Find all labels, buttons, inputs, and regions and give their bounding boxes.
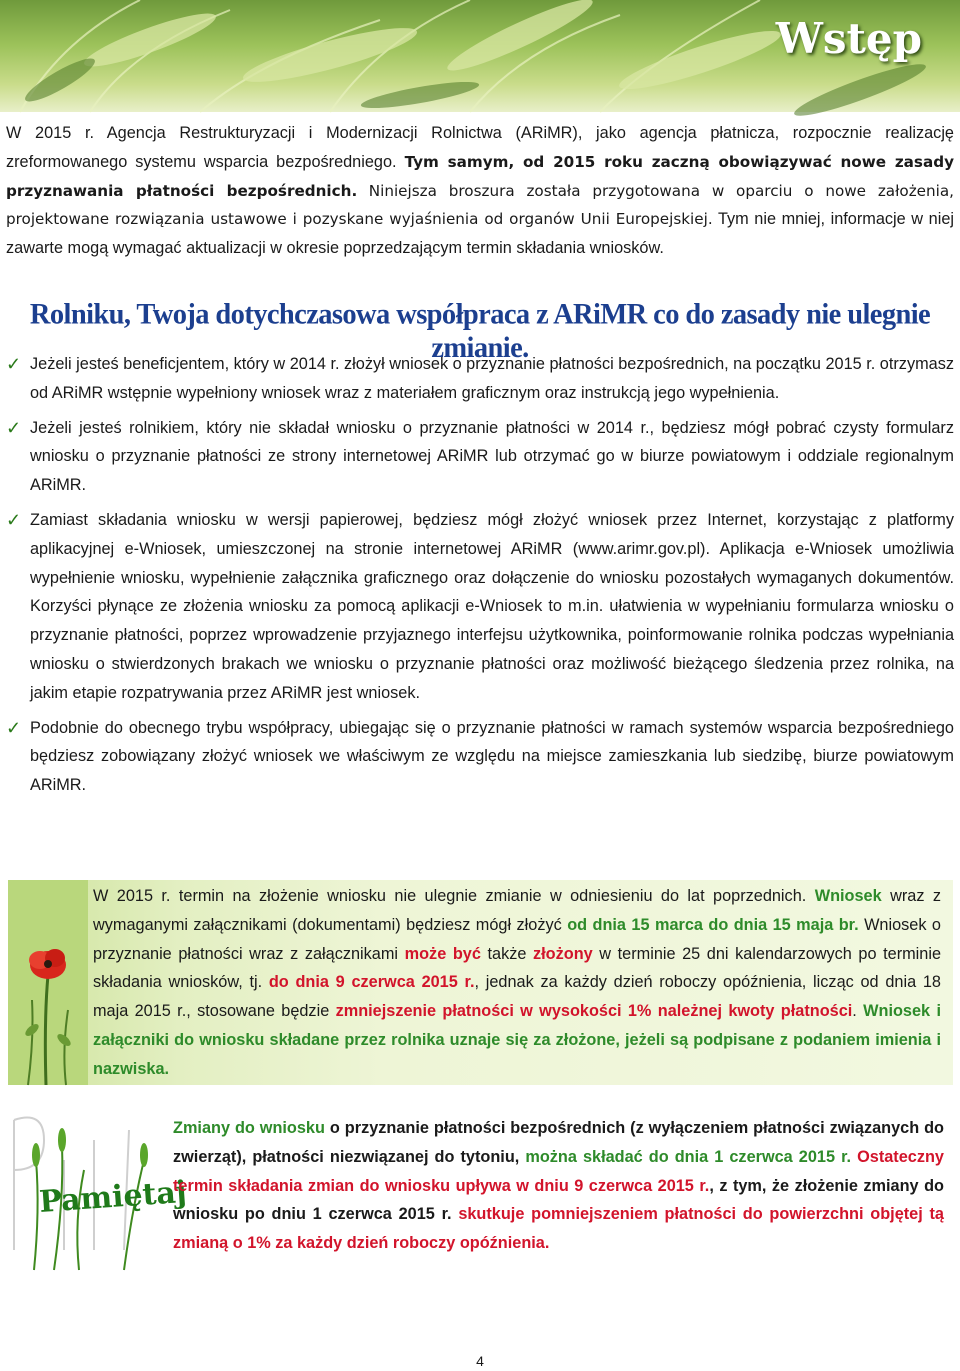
info-text-segment: W 2015 r. termin na złożenie wniosku nie ulegnie zmianie w odniesieniu do lat poprzednich. xyxy=(93,887,807,905)
info-text-segment: Wniosek o przyznanie płatności wraz z załącznikami xyxy=(93,915,941,963)
intro-paragraph xyxy=(6,119,954,263)
list-item xyxy=(6,714,954,800)
checkmark-icon: ✓ xyxy=(6,717,22,738)
remember-text-segment: Ostateczny termin składania zmian do wniosku upływa w dniu 9 czerwca 2015 r. xyxy=(173,1147,944,1195)
checkmark-icon: ✓ xyxy=(6,354,22,374)
deadline-info-box xyxy=(8,880,953,1085)
info-text-segment: , jednak za każdy dzień roboczy opóźnienia, licząc od dnia 18 maja 2015 r., stosowane będzie xyxy=(93,973,941,1021)
bullet-list xyxy=(6,350,954,806)
remember-label: Pamiętaj xyxy=(38,1174,188,1220)
remember-text-segment: o przyznanie płatności bezpośrednich (z wyłączeniem płatności związanych do zwierząt), płatności niezwiązanej do tytoniu, xyxy=(173,1119,944,1166)
info-text-segment: także xyxy=(487,944,527,963)
info-text-segment: do dnia 9 czerwca 2015 r. xyxy=(268,973,475,992)
poppy-flower-icon xyxy=(8,880,88,1085)
page-title: Wstęp xyxy=(775,14,922,63)
info-box-text xyxy=(93,882,941,1084)
intro-sentence-2: Tym samym, od 2015 roku zaczną obowiązywać nowe zasady przyznawania płatności bezpośrednich. xyxy=(6,152,954,200)
list-item xyxy=(6,506,954,708)
info-text-segment: . xyxy=(852,1002,857,1021)
slogan-heading: Rolniku, Twoja dotychczasowa współpraca z ARiMR co do zasady nie ulegnie zmianie. xyxy=(29,298,931,365)
intro-sentence-3: Niniejsza broszura została przygotowana w oparciu o nowe założenia, projektowane rozwiązania ustawowe i pozyskane wyjaśnienia od organów Unii Europejskiej. xyxy=(6,181,954,229)
list-item-text: Jeżeli jesteś beneficjentem, który w 2014 r. złożył wniosek o przyznanie płatności bezpośrednich, na początku 2015 r. otrzymasz od ARiMR wstępnie wypełniony wniosek wraz z materiałem graficznym oraz instrukcją jego wypełnienia. xyxy=(30,355,954,402)
info-text-segment: złożony xyxy=(533,944,593,963)
info-text-segment: Wniosek xyxy=(814,887,882,905)
list-item-text: Zamiast składania wniosku w wersji papierowej, będziesz mógł złożyć wniosek przez Internet, korzystając z platformy aplikacyjnej e-Wniosek, umieszczonej na stronie internetowej ARiMR (www.arimr.gov.pl). Aplikacja e-Wniosek umożliwia wypełnienie wniosku, wypełnienie załącznika graficznego oraz dołączenie do wniosku pozostałych wymaganych dokumentów. Korzyści płynące ze złożenia wniosku za pomocą aplikacji e-Wniosek to m.in. ułatwienia w wypełnianiu formularza wniosku o przyznanie płatności, poprzez wprowadzenie przyjaznego interfejsu użytkownika, poinformowanie rolnika podczas wypełniania wniosku o stwierdzonych brakach we wniosku o przyznanie płatności oraz możliwość bieżącego śledzenia przez rolnika, na jakim etapie rozpatrywania przez ARiMR jest wniosek. xyxy=(30,510,954,702)
list-item-text: Jeżeli jesteś rolnikiem, który nie składał wniosku o przyznanie płatności w 2014 r., będziesz mógł pobrać czysty formularz wniosku o przyznanie płatności ze strony internetowej ARiMR lub otrzymać go w biurze powiatowym i oddziale regionalnym ARiMR. xyxy=(30,418,954,495)
page-number: 4 xyxy=(476,1353,484,1369)
remember-text xyxy=(173,1114,944,1258)
info-text-segment: wraz z wymaganymi załącznikami (dokumentami) będziesz mógł złożyć xyxy=(93,887,942,934)
remember-text-segment: skutkuje pomniejszeniem płatności do powierzchni objętej tą zmianą o 1% za każdy dzień roboczy opóźnienia. xyxy=(173,1205,944,1253)
header-banner xyxy=(0,0,960,112)
list-item xyxy=(6,414,954,500)
info-text-segment: może być xyxy=(404,944,481,963)
info-text-segment: w terminie 25 dni kalendarzowych po terminie składania wniosków, tj. xyxy=(93,944,942,992)
list-item-text: Podobnie do obecnego trybu współpracy, ubiegając się o przyznanie płatności w ramach systemów wsparcia bezpośredniego będziesz zobowiązany złożyć wniosek we właściwym ze względu na miejsce zamieszkania lub siedzibę, biurze powiatowym ARiMR. xyxy=(30,718,954,795)
remember-text-segment: Zmiany do wniosku xyxy=(173,1119,325,1137)
info-text-segment: Wniosek i załączniki do wniosku składane przez rolnika uznaje się za złożone, jeżeli są podpisane z podaniem imienia i nazwiska. xyxy=(93,1002,941,1078)
intro-sentence-4: Tym nie mniej, informacje w niej zawarte mogą wymagać aktualizacji w okresie poprzedzającym termin składania wniosków. xyxy=(6,210,954,258)
remember-text-segment: można składać do dnia 1 czerwca 2015 r. xyxy=(525,1147,852,1166)
remember-text-segment: , z tym, że złożenie zmiany do wniosku po dniu 1 czerwca 2015 r. xyxy=(173,1176,944,1224)
checkmark-icon: ✓ xyxy=(6,509,22,530)
remember-graphic xyxy=(4,1100,188,1270)
info-text-segment: od dnia 15 marca do dnia 15 maja br. xyxy=(567,915,859,934)
checkmark-icon: ✓ xyxy=(6,417,22,438)
intro-sentence-1: W 2015 r. Agencja Restrukturyzacji i Modernizacji Rolnictwa (ARiMR), jako agencja płatnicza, rozpocznie realizację zreformowanego systemu wsparcia bezpośredniego. xyxy=(6,124,954,171)
info-text-segment: zmniejszenie płatności w wysokości 1% należnej kwoty płatności xyxy=(335,1002,853,1021)
list-item xyxy=(6,350,954,408)
